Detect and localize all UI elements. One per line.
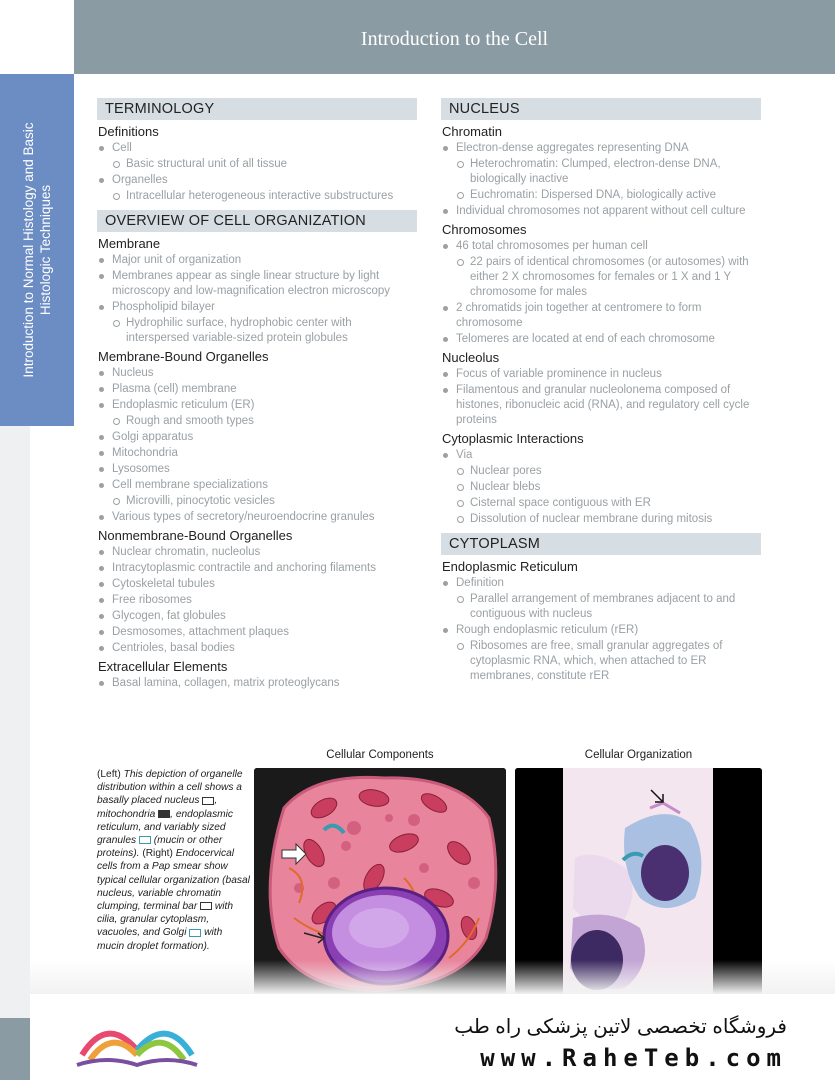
subsection-heading: Chromosomes bbox=[442, 222, 527, 237]
bullet-item: Individual chromosomes not apparent without cell culture bbox=[441, 204, 761, 219]
caption-text: with cilia, granular cytoplasm, vacuoles, and Golgi bbox=[97, 901, 234, 939]
bullet-item: Nuclear chromatin, nucleolus bbox=[97, 545, 417, 560]
sub-bullet-item: 22 pairs of identical chromosomes (or autosomes) with either 2 X chromosomes for females or 1 X and 1 Y chromosome for males bbox=[441, 255, 761, 300]
right-column bbox=[441, 98, 761, 690]
section-gap bbox=[441, 685, 761, 690]
side-strip-bottom bbox=[0, 1018, 30, 1080]
bullet-item: Endoplasmic reticulum (ER) bbox=[97, 398, 417, 413]
teal-arrow-icon bbox=[189, 929, 201, 937]
subsection-heading: Cytoplasmic Interactions bbox=[442, 431, 584, 446]
bullet-item: Major unit of organization bbox=[97, 253, 417, 268]
footer-url-link[interactable]: www.RaheTeb.com bbox=[480, 1044, 787, 1072]
sub-bullet-item: Intracellular heterogeneous interactive substructures bbox=[97, 189, 417, 204]
bullet-item: Cell membrane specializations bbox=[97, 478, 417, 493]
bullet-list bbox=[97, 253, 417, 346]
figure-caption bbox=[97, 768, 251, 953]
bullet-item: Cytoskeletal tubules bbox=[97, 577, 417, 592]
caption-text: , endoplasmic reticulum, and variably sized granules bbox=[97, 808, 234, 847]
sub-bullet-item: Microvilli, pinocytotic vesicles bbox=[97, 494, 417, 509]
filled-arrow-icon bbox=[158, 810, 170, 818]
section-heading: NUCLEUS bbox=[441, 98, 761, 120]
sub-bullet-item: Hydrophilic surface, hydrophobic center with interspersed variable-sized protein globules bbox=[97, 316, 417, 346]
bullet-list bbox=[441, 448, 761, 527]
subsection-heading: Extracellular Elements bbox=[98, 659, 228, 674]
caption-text: This depiction of organelle distribution within a cell shows a basally placed nucleus bbox=[97, 769, 243, 807]
sub-bullet-item: Dissolution of nuclear membrane during mitosis bbox=[441, 512, 761, 527]
bullet-list bbox=[97, 676, 417, 691]
bullet-item: Glycogen, fat globules bbox=[97, 609, 417, 624]
bullet-item: 2 chromatids join together at centromere to form chromosome bbox=[441, 301, 761, 331]
chapter-side-tab bbox=[0, 74, 74, 426]
subsection-heading: Endoplasmic Reticulum bbox=[442, 559, 578, 574]
section-heading: OVERVIEW OF CELL ORGANIZATION bbox=[97, 210, 417, 232]
bullet-item: Cell bbox=[97, 141, 417, 156]
side-strip bbox=[0, 426, 30, 1080]
caption-text: Endocervical cells from a Pap smear show typical cellular organization (basal nucleus, variable chromatin clumping, terminal bar bbox=[97, 848, 250, 913]
sub-bullet-item: Nuclear pores bbox=[441, 464, 761, 479]
chapter-side-title bbox=[20, 80, 54, 420]
bullet-item: Intracytoplasmic contractile and anchoring filaments bbox=[97, 561, 417, 576]
book-logo-icon bbox=[72, 1010, 202, 1070]
bullet-item: Organelles bbox=[97, 173, 417, 188]
caption-text: with mucin droplet formation). bbox=[97, 927, 223, 952]
bullet-item: Desmosomes, attachment plaques bbox=[97, 625, 417, 640]
bullet-list bbox=[97, 141, 417, 204]
bullet-item: Golgi apparatus bbox=[97, 430, 417, 445]
sub-bullet-item: Heterochromatin: Clumped, electron-dense DNA, biologically inactive bbox=[441, 157, 761, 187]
bullet-item: Filamentous and granular nucleolonema composed of histones, ribonucleic acid (RNA), and regulatory cell cycle proteins bbox=[441, 383, 761, 428]
bullet-item: Plasma (cell) membrane bbox=[97, 382, 417, 397]
bullet-item: Mitochondria bbox=[97, 446, 417, 461]
sub-bullet-item: Euchromatin: Dispersed DNA, biologically active bbox=[441, 188, 761, 203]
bullet-item: Various types of secretory/neuroendocrine granules bbox=[97, 510, 417, 525]
subsection-heading: Nonmembrane-Bound Organelles bbox=[98, 528, 293, 543]
bullet-item: Rough endoplasmic reticulum (rER) bbox=[441, 623, 761, 638]
bullet-item: Electron-dense aggregates representing DNA bbox=[441, 141, 761, 156]
caption-text: (mucin or other proteins). bbox=[97, 835, 223, 860]
bullet-item: Via bbox=[441, 448, 761, 463]
left-column bbox=[97, 98, 417, 697]
bullet-item: Nucleus bbox=[97, 366, 417, 381]
subsection-heading: Definitions bbox=[98, 124, 159, 139]
sub-bullet-item: Basic structural unit of all tissue bbox=[97, 157, 417, 172]
bullet-list bbox=[97, 366, 417, 525]
bullet-list bbox=[441, 576, 761, 684]
footer-store-name: فروشگاه تخصصی لاتین پزشکی راه طب bbox=[454, 1016, 787, 1038]
subsection-heading: Membrane-Bound Organelles bbox=[98, 349, 269, 364]
bullet-list bbox=[97, 545, 417, 656]
caption-left-label: (Left) bbox=[97, 769, 121, 780]
section-gap bbox=[97, 692, 417, 697]
figure-left-title: Cellular Components bbox=[326, 749, 434, 761]
page-title: Introduction to the Cell bbox=[360, 28, 549, 50]
section-heading: CYTOPLASM bbox=[441, 533, 761, 555]
chapter-side-title-line2: Histologic Techniques bbox=[38, 184, 53, 316]
bullet-item: Definition bbox=[441, 576, 761, 591]
sub-bullet-item: Parallel arrangement of membranes adjacent to and contiguous with nucleus bbox=[441, 592, 761, 622]
bullet-item: Basal lamina, collagen, matrix proteoglycans bbox=[97, 676, 417, 691]
sub-bullet-item: Rough and smooth types bbox=[97, 414, 417, 429]
caption-right-label: (Right) bbox=[142, 848, 173, 860]
bullet-list bbox=[441, 141, 761, 219]
bullet-item: Membranes appear as single linear structure by light microscopy and low-magnification electron microscopy bbox=[97, 269, 417, 299]
bullet-item: Centrioles, basal bodies bbox=[97, 641, 417, 656]
sub-bullet-item: Nuclear blebs bbox=[441, 480, 761, 495]
bullet-item: Lysosomes bbox=[97, 462, 417, 477]
open-arrow-icon bbox=[200, 902, 212, 910]
bullet-list bbox=[441, 239, 761, 347]
subsection-heading: Nucleolus bbox=[442, 350, 500, 365]
subsection-heading: Chromatin bbox=[442, 124, 502, 139]
figure-right-title: Cellular Organization bbox=[584, 749, 693, 761]
sub-bullet-item: Ribosomes are free, small granular aggregates of cytoplasmic RNA, which, when attached to ER membranes, constitute rER bbox=[441, 639, 761, 684]
bullet-item: 46 total chromosomes per human cell bbox=[441, 239, 761, 254]
teal-arrow-icon bbox=[139, 836, 151, 844]
bullet-item: Focus of variable prominence in nucleus bbox=[441, 367, 761, 382]
bullet-item: Telomeres are located at end of each chromosome bbox=[441, 332, 761, 347]
bullet-item: Phospholipid bilayer bbox=[97, 300, 417, 315]
caption-text: , mitochondria bbox=[97, 795, 218, 820]
sub-bullet-item: Cisternal space contiguous with ER bbox=[441, 496, 761, 511]
footer-fade bbox=[30, 960, 835, 994]
chapter-side-title-line1: Introduction to Normal Histology and Basic bbox=[21, 122, 36, 378]
bullet-item: Free ribosomes bbox=[97, 593, 417, 608]
header-corner bbox=[0, 0, 74, 74]
open-arrow-icon bbox=[202, 797, 214, 805]
bullet-list bbox=[441, 367, 761, 428]
subsection-heading: Membrane bbox=[98, 236, 161, 251]
section-heading: TERMINOLOGY bbox=[97, 98, 417, 120]
